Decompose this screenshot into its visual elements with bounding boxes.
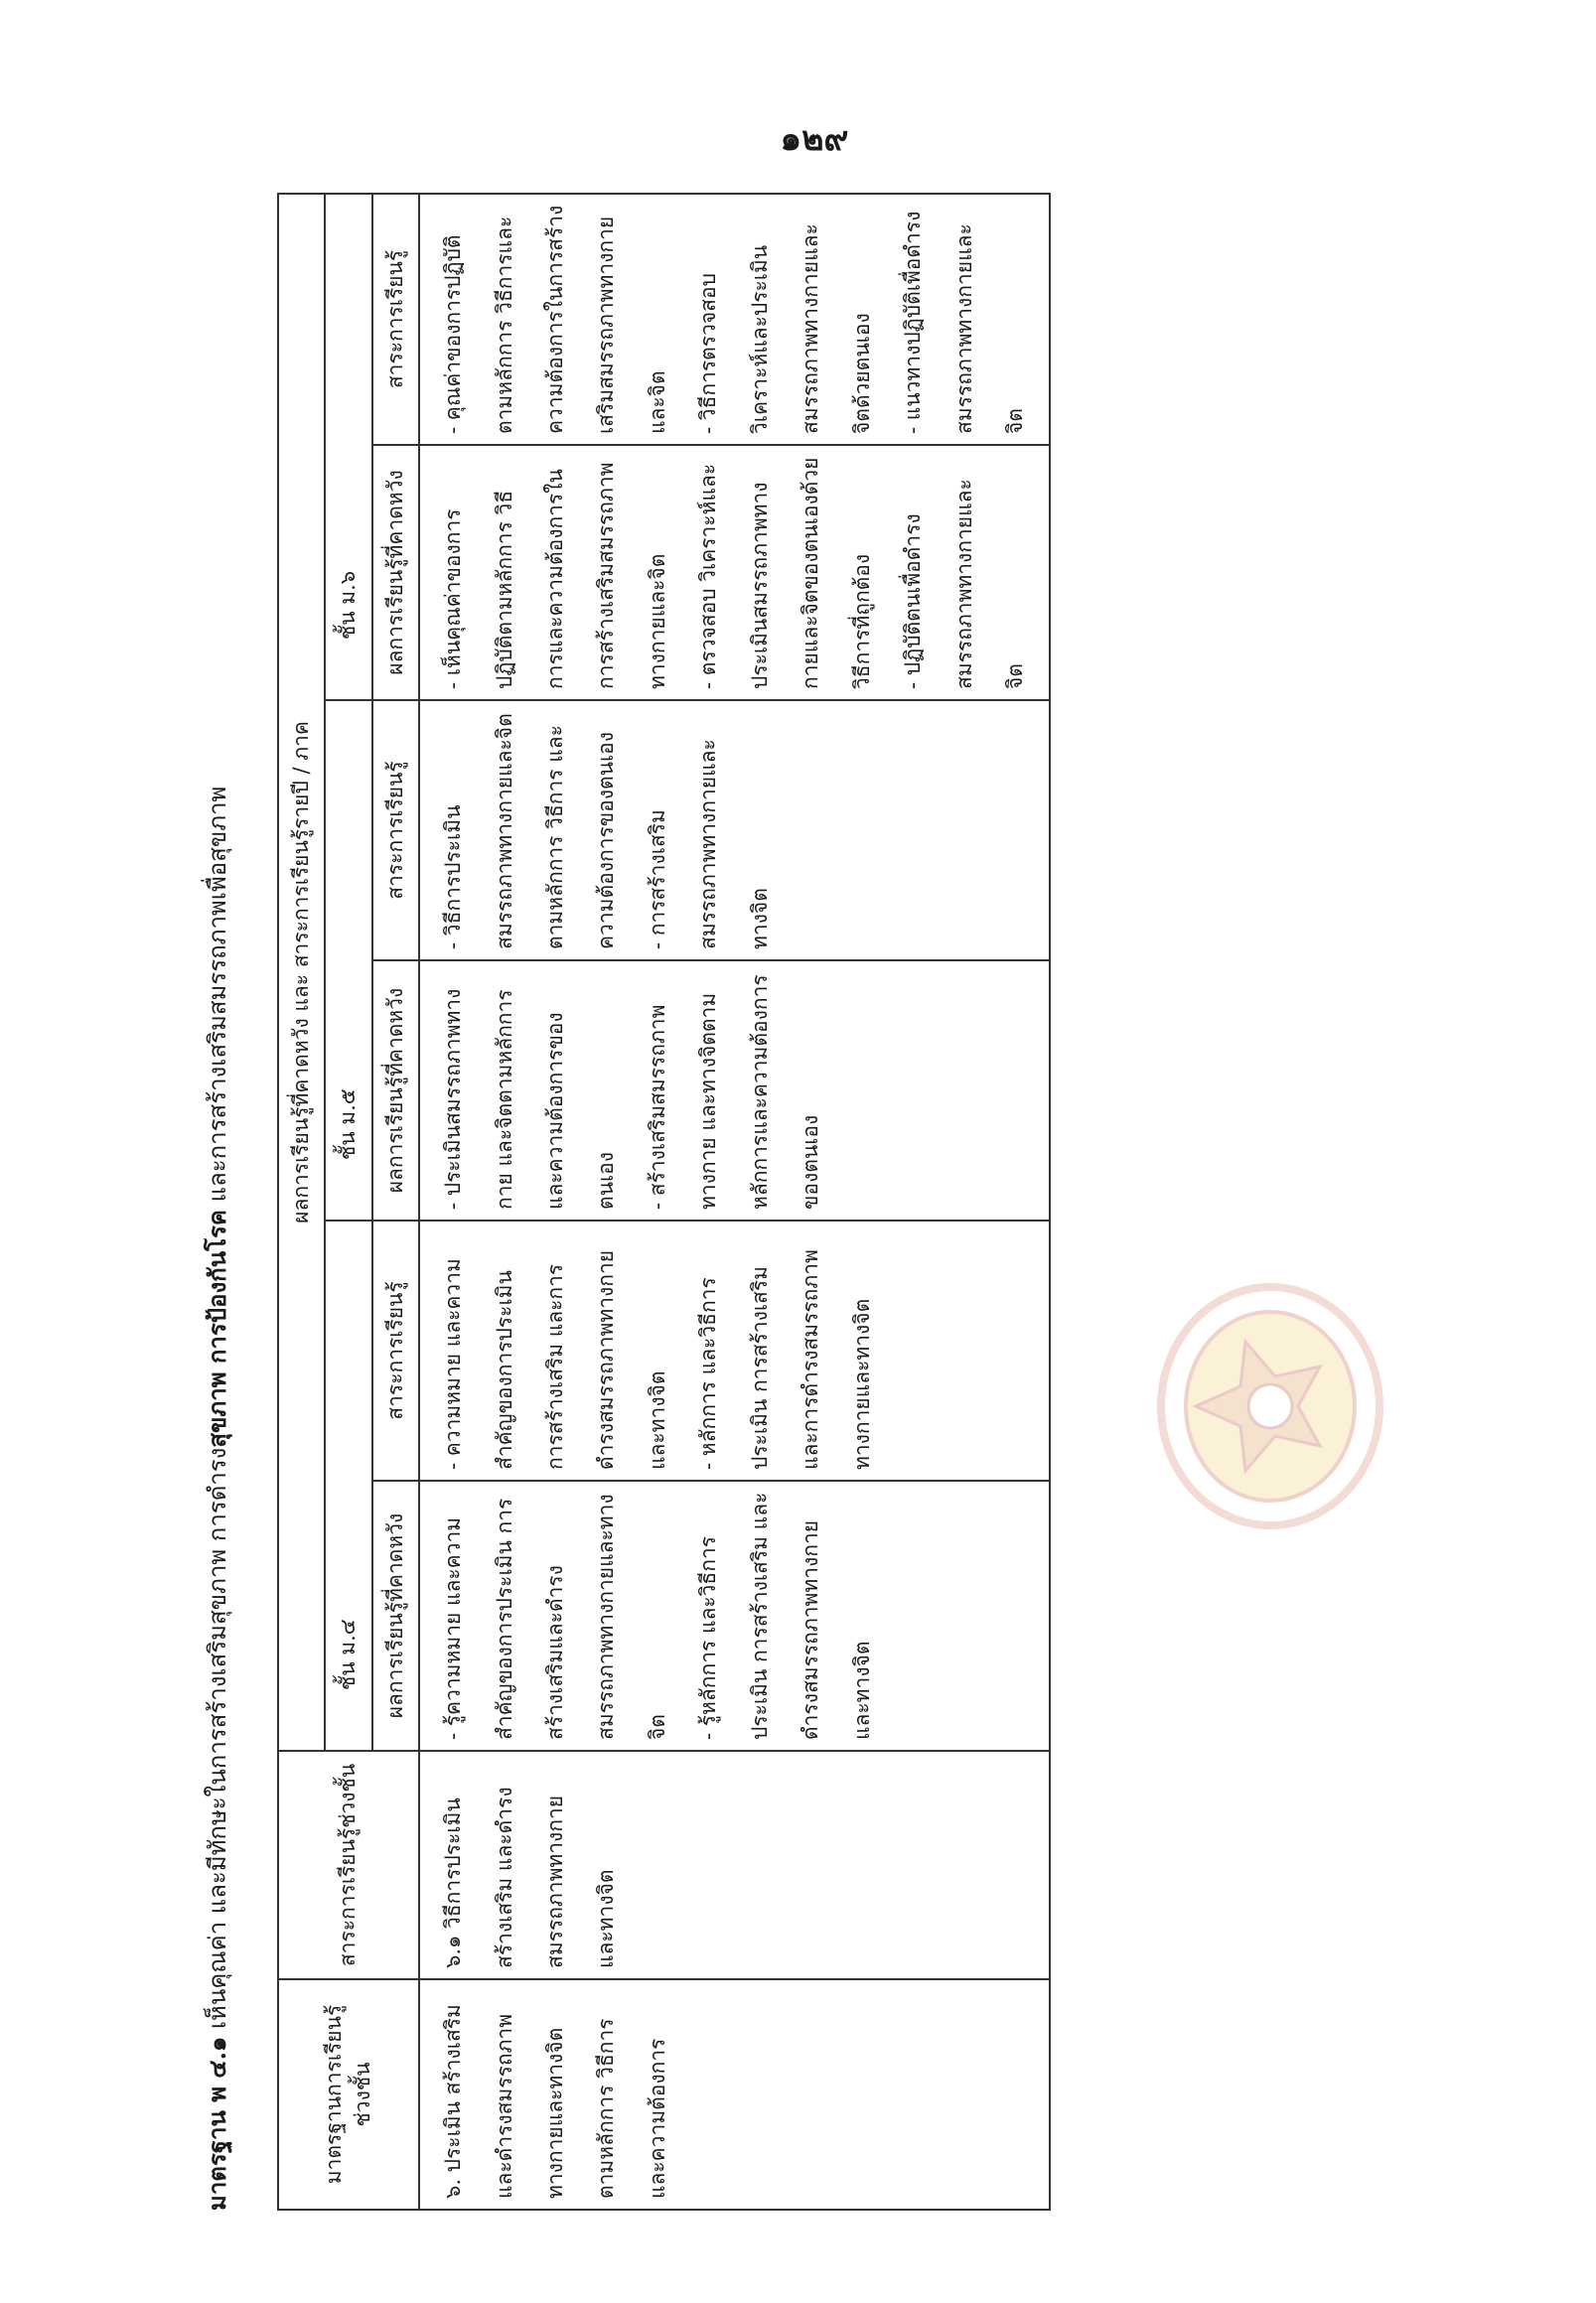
list-item: - ประเมินสมรรถภาพทางกาย และจิตตามหลักการ และความต้องการของตนเอง — [441, 988, 619, 1210]
header-m6-content: สาระการเรียนรู้ — [372, 194, 419, 445]
list-item: - การสร้างเสริมสมรรถภาพทางกายและทางจิต — [645, 739, 772, 949]
header-grade-m4: ชั้น ม.๔ — [325, 1221, 371, 1751]
standard-text-end: และการสร้างเสริมสมรรถภาพเพื่อสุขภาพ — [204, 786, 231, 1211]
header-grade-m6: ชั้น ม.๖ — [325, 194, 371, 700]
header-m4-content: สาระการเรียนรู้ — [372, 1221, 419, 1481]
header-m5-content: สาระการเรียนรู้ — [372, 700, 419, 960]
cell-standard: ๖. ประเมิน สร้างเสริม และดำรงสมรรถภาพทางกายและทางจิตตามหลักการ วิธีการ และความต้องการ — [419, 1979, 1050, 2210]
list-item: - รู้หลักการ และวิธีการประเมิน การสร้างเสริม และดำรงสมรรถภาพทางกายและทางจิต — [696, 1492, 874, 1740]
header-content-range: สาระการเรียนรู้ช่วงชั้น — [278, 1751, 419, 1979]
cell-m4-content — [419, 1221, 1050, 1481]
page-number: ๑๒๙ — [780, 119, 849, 159]
list-item: - ตรวจสอบ วิเคราะห์และประเมินสมรรถภาพทางกายและจิตของตนเองด้วยวิธีการที่ถูกต้อง — [696, 457, 874, 689]
emblem-watermark-icon — [1141, 1257, 1399, 1555]
cell-m4-outcomes — [419, 1481, 1050, 1751]
curriculum-table — [277, 193, 1051, 2211]
list-item: - หลักการ และวิธีการประเมิน การสร้างเสริม และการดำรงสมรรถภาพทางกายและทางจิต — [696, 1249, 874, 1470]
standard-text: เห็นคุณค่า และมีทักษะในการสร้างเสริมสุขภาพ การดำรง — [204, 1447, 231, 2037]
header-m4-outcomes: ผลการเรียนรู้ที่คาดหวัง — [372, 1481, 419, 1751]
list-item: - แนวทางปฏิบัติเพื่อดำรงสมรรถภาพทางกายและจิต — [901, 211, 1027, 434]
list-item: - คุณค่าของการปฏิบัติตามหลักการ วิธีการและความต้องการในการสร้างเสริมสมรรถภาพทางกายและจิต — [441, 205, 669, 434]
table-row — [419, 194, 1050, 2210]
header-m6-outcomes: ผลการเรียนรู้ที่คาดหวัง — [372, 445, 419, 700]
list-item: - วิธีการตรวจสอบ วิเคราะห์และประเมินสมรรถภาพทางกายและจิตด้วยตนเอง — [696, 223, 874, 434]
list-item: - รู้ความหมาย และความสำคัญของการประเมิน การสร้างเสริมและดำรงสมรรถภาพทางกายและทางจิต — [441, 1494, 669, 1740]
header-row-1 — [278, 194, 325, 2210]
cell-m5-outcomes — [419, 960, 1050, 1221]
standard-caption — [198, 145, 237, 2211]
list-item: - ปฏิบัติตนเพื่อดำรงสมรรถภาพทางกายและจิต — [901, 479, 1027, 689]
header-m5-outcomes: ผลการเรียนรู้ที่คาดหวัง — [372, 960, 419, 1221]
list-item: - วิธีการประเมินสมรรถภาพทางกายและจิตตามหลักการ วิธีการ และความต้องการของตนเอง — [441, 713, 619, 949]
list-item: - เห็นคุณค่าของการปฏิบัติตามหลักการ วิธีการและความต้องการในการสร้างเสริมสมรรถภาพทางกายและจิต — [441, 462, 669, 689]
list-item: - สร้างเสริมสมรรถภาพทางกาย และทางจิตตามหลักการและความต้องการของตนเอง — [645, 974, 823, 1210]
cell-m6-content — [419, 194, 1050, 445]
header-grade-m5: ชั้น ม.๕ — [325, 700, 371, 1221]
cell-m5-content — [419, 700, 1050, 960]
header-outcomes-group: ผลการเรียนรู้ที่คาดหวัง และ สาระการเรียนรู้รายปี / ภาค — [278, 194, 325, 1751]
cell-m6-outcomes — [419, 445, 1050, 700]
standard-text-bold: สุขภาพ การป้องกันโรค — [203, 1210, 231, 1448]
cell-content-range: ๖.๑ วิธีการประเมิน สร้างเสริม และดำรงสมรรถภาพทางกายและทางจิต — [419, 1751, 1050, 1979]
header-standard: มาตรฐานการเรียนรู้ช่วงชั้น — [278, 1979, 419, 2210]
standard-code: มาตรฐาน พ ๔.๑ — [203, 2036, 231, 2211]
list-item: - ความหมาย และความสำคัญของการประเมิน การสร้างเสริม และการดำรงสมรรถภาพทางกายและทางจิต — [441, 1249, 669, 1470]
rotated-page-content — [198, 145, 1330, 2211]
